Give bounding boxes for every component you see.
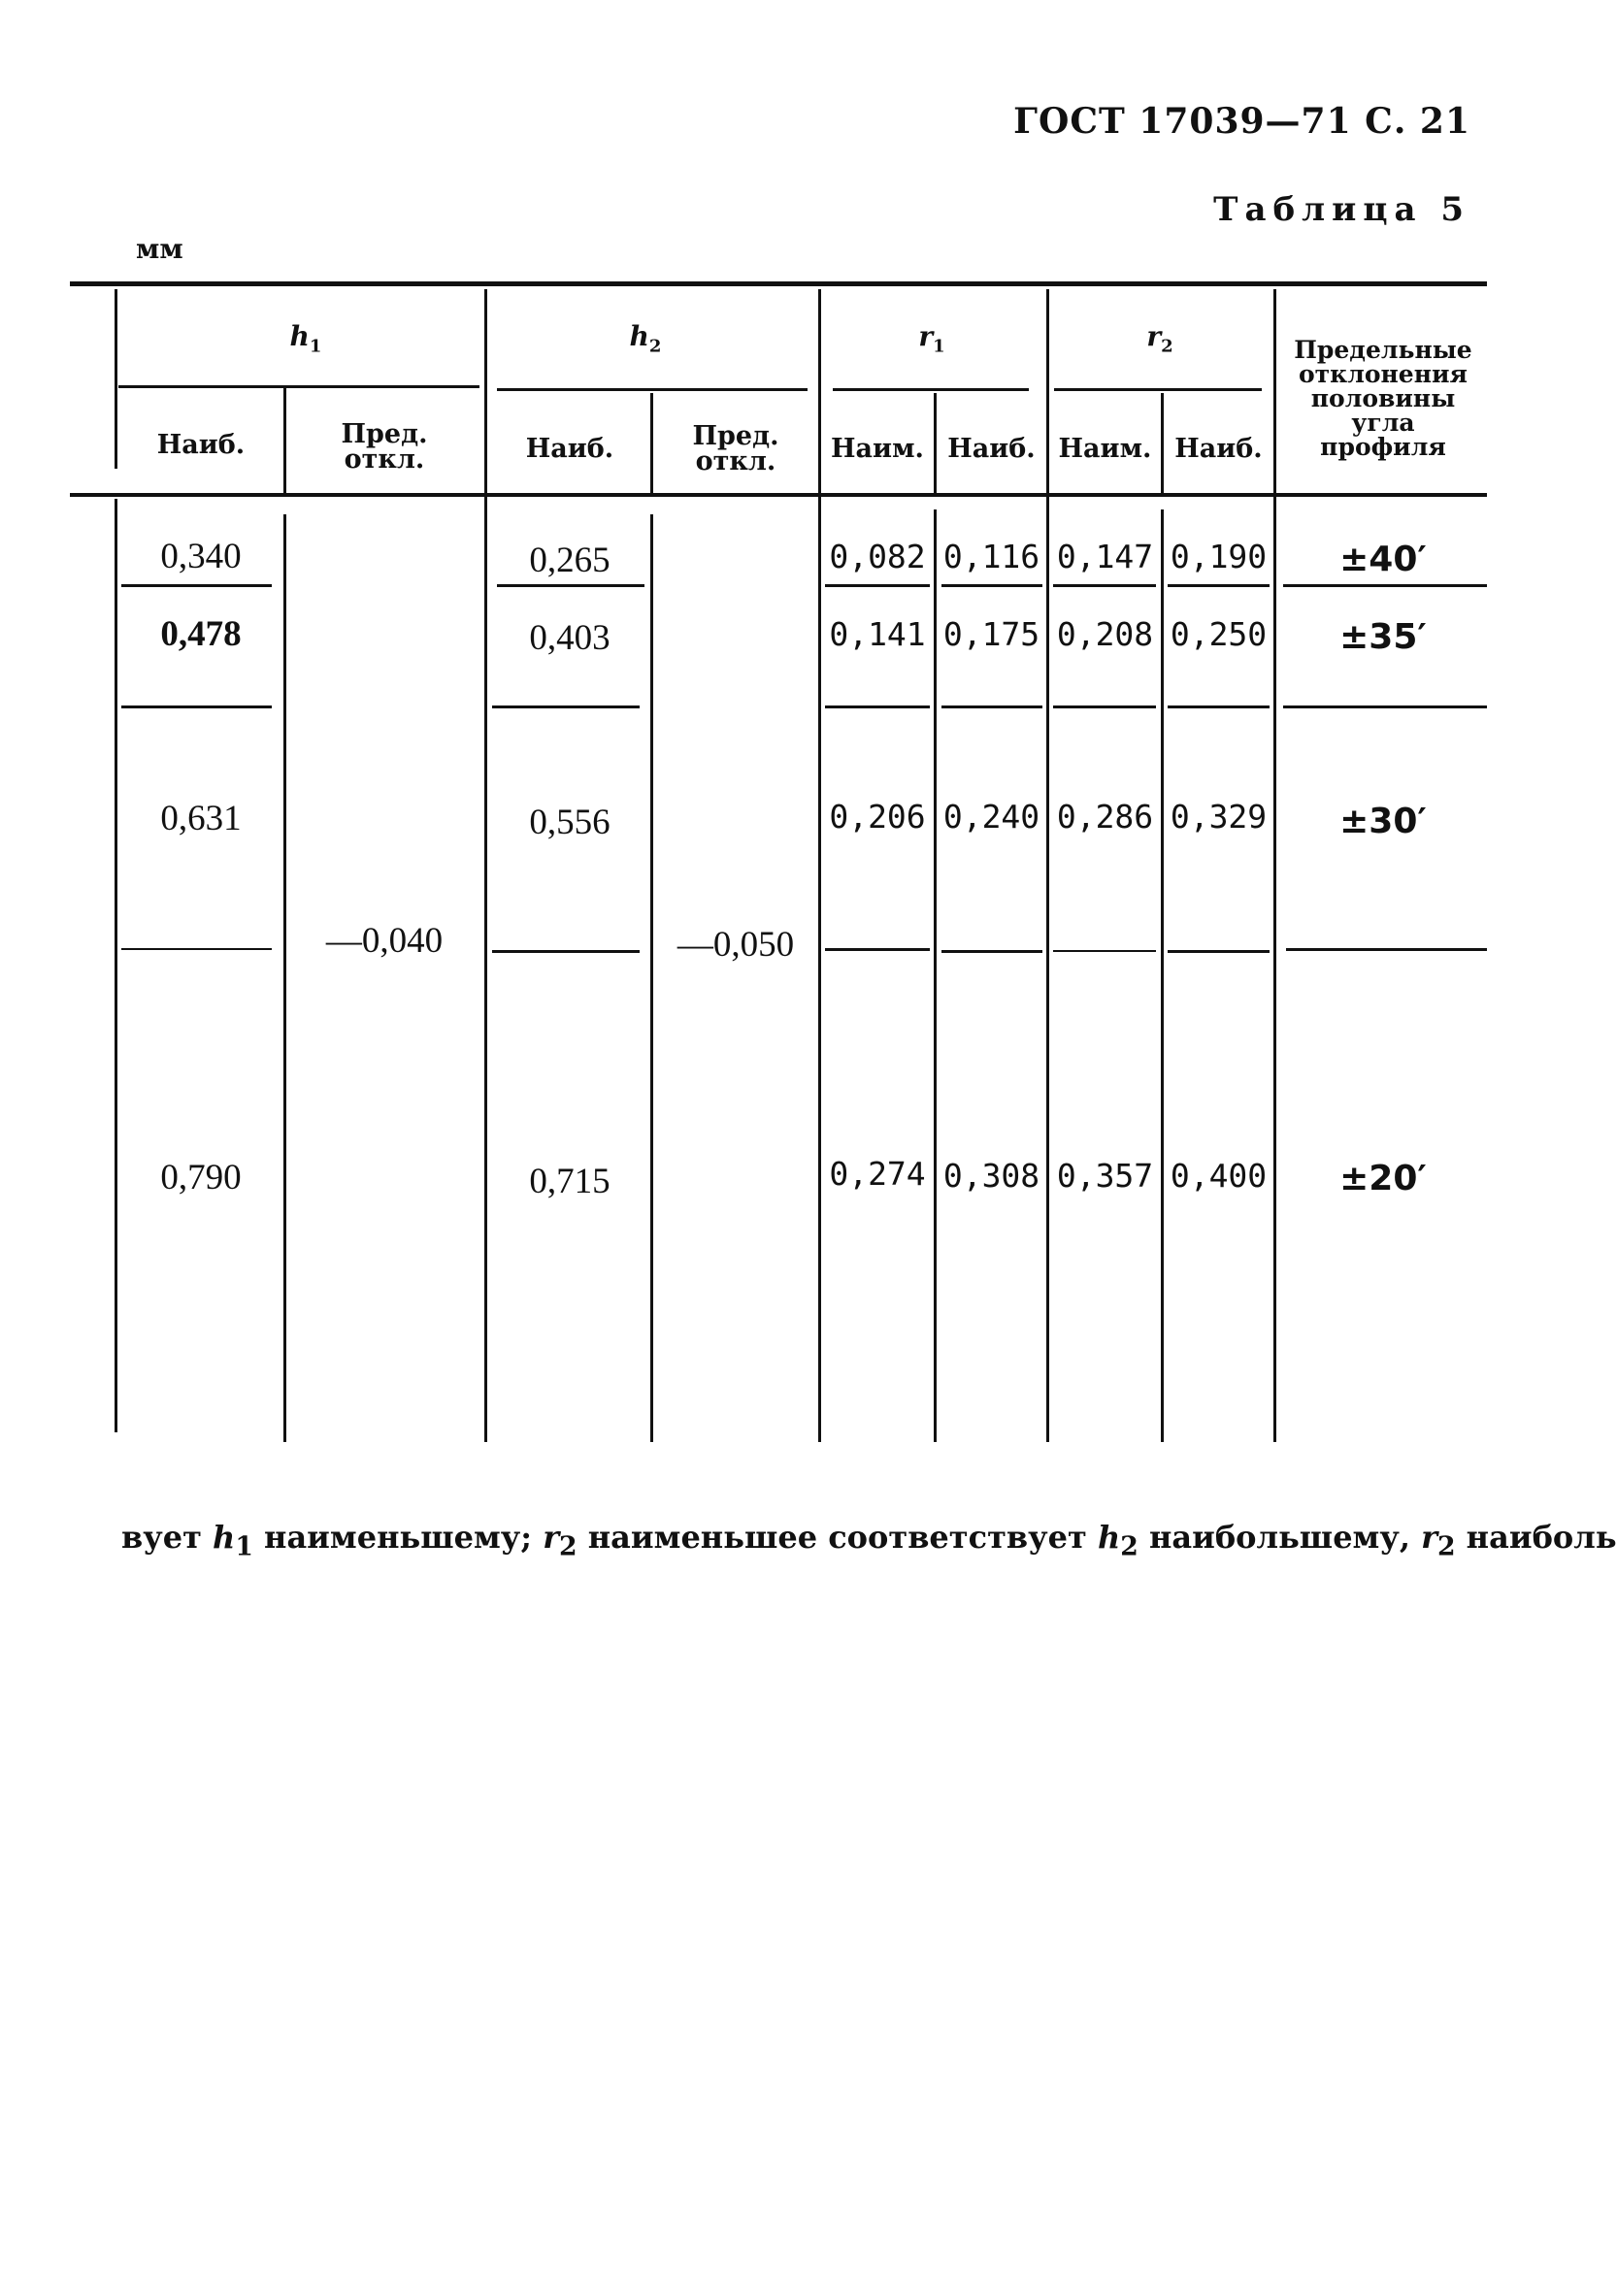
- cell-r1-min: 0,141: [829, 615, 926, 653]
- cell-r1-min: 0,274: [829, 1155, 926, 1193]
- subheader-r2-naib: Наиб.: [1174, 434, 1263, 464]
- cell-h1: 0,631: [160, 799, 242, 838]
- header-r1: $r_1$: [918, 320, 945, 357]
- cell-r2-max: 0,329: [1170, 798, 1268, 836]
- header-r2: $r_2$: [1146, 320, 1173, 357]
- cell-r1-max: 0,240: [942, 798, 1040, 836]
- units-label: мм: [136, 233, 183, 265]
- subheader-r1-naim: Наим.: [831, 434, 924, 464]
- cell-r2-max: 0,400: [1170, 1157, 1268, 1195]
- top-rule: [70, 281, 1487, 286]
- cell-r1-max: 0,116: [942, 538, 1040, 575]
- cell-h2: 0,556: [529, 803, 610, 842]
- cell-r2-min: 0,286: [1056, 798, 1154, 836]
- cell-r1-min: 0,206: [829, 798, 926, 836]
- header-h1: $h_1$: [289, 320, 322, 357]
- cell-r2-max: 0,250: [1170, 615, 1268, 653]
- cell-r2-min: 0,208: [1056, 615, 1154, 653]
- header-angle-deviation: Предельные отклонения половины угла профиля: [1294, 336, 1472, 461]
- subheader-r1-naib: Наиб.: [947, 434, 1036, 464]
- cell-h2: 0,715: [529, 1162, 610, 1201]
- cell-h2: 0,403: [529, 618, 610, 658]
- cell-r2-max: 0,190: [1170, 538, 1268, 575]
- h1-tolerance: —0,040: [325, 921, 444, 961]
- subheader-h1-pred: Пред. откл.: [341, 419, 428, 475]
- cell-r1-min: 0,082: [829, 538, 926, 575]
- subheader-r2-naim: Наим.: [1058, 434, 1152, 464]
- subheader-h2-naib: Наиб.: [525, 434, 614, 464]
- cell-r1-max: 0,308: [942, 1157, 1040, 1195]
- cell-h1: 0,340: [160, 537, 242, 576]
- cell-angle: ±40′: [1339, 540, 1427, 579]
- cell-h1: 0,478: [160, 614, 242, 654]
- page-header-gost: ГОСТ 17039—71 С. 21: [1013, 101, 1470, 142]
- cell-r1-max: 0,175: [942, 615, 1040, 653]
- subheader-h2-pred: Пред. откл.: [692, 421, 779, 476]
- cell-h2: 0,265: [529, 541, 610, 580]
- header-h2: $h_2$: [629, 320, 662, 357]
- cell-angle: ±20′: [1339, 1159, 1427, 1198]
- subheader-h1-naib: Наиб.: [156, 430, 246, 460]
- table-label: Таблица 5: [1213, 190, 1470, 229]
- cell-angle: ±35′: [1339, 617, 1427, 657]
- footnote-text: вует $h_1$ наименьшему; $r_2$ наименьшее соответствует $h_2$ наибольшему, $r_2$ наиболь: [121, 1519, 1617, 1562]
- cell-r2-min: 0,147: [1056, 538, 1154, 575]
- cell-h1: 0,790: [160, 1158, 242, 1197]
- h2-tolerance: —0,050: [676, 925, 795, 965]
- cell-angle: ±30′: [1339, 802, 1427, 841]
- cell-r2-min: 0,357: [1056, 1157, 1154, 1195]
